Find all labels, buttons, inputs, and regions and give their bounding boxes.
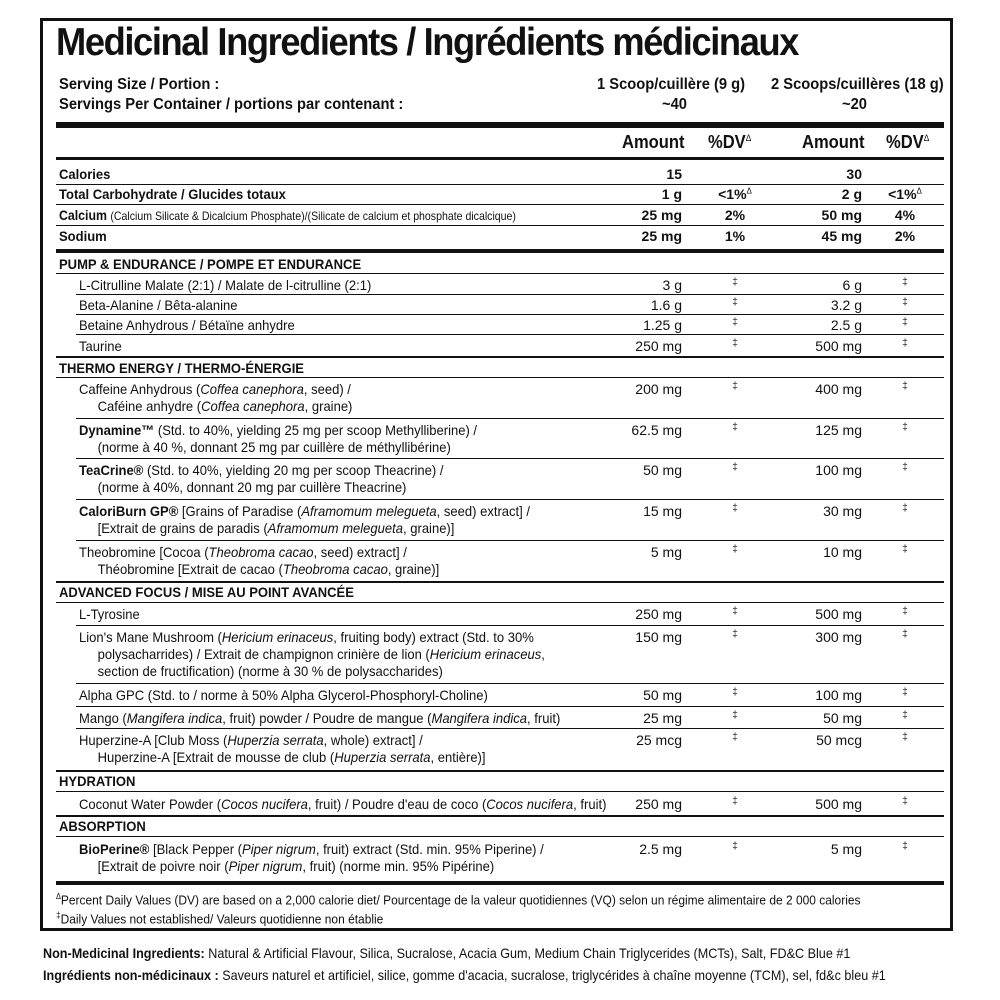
- ingredient-name: Taurine: [79, 338, 122, 354]
- ingredient-amount-2: 10 mg: [823, 544, 862, 560]
- nutrient-name: Sodium: [59, 228, 107, 244]
- ingredient-amount-2: 6 g: [842, 277, 862, 293]
- ingredient-dv-2: ‡: [902, 381, 908, 392]
- serving-size-2: 2 Scoops/cuillères (18 g): [771, 76, 944, 93]
- nutrient-name: Calories: [59, 166, 111, 182]
- footnote-dv: $^\Delta$Percent Daily Values (DV) are based on a 2,000 calorie diet/ Pourcentage de la valeur quotidiennes (VQ) selon un régime alimentaire de 2 000 calories: [56, 892, 861, 908]
- amount-header-1: Amount: [622, 132, 685, 152]
- row-divider: [76, 728, 944, 729]
- ingredient-amount-2: 500 mg: [815, 606, 862, 622]
- row-divider: [76, 334, 944, 335]
- ingredient-dv-1: ‡: [732, 796, 738, 807]
- amount-header-2: Amount: [802, 132, 865, 152]
- ingredient-dv-1: ‡: [732, 422, 738, 433]
- ingredient-name: Theobromine [Cocoa (Theobroma cacao, seed) extract] / Théobromine [Extrait de cacao (Theobroma cacao, graine)]: [79, 544, 440, 577]
- ingredient-amount-1: 25 mcg: [636, 732, 682, 748]
- row-divider: [76, 314, 944, 315]
- section-thermo-heading: THERMO ENERGY / THERMO-ÉNERGIE: [59, 360, 304, 376]
- ingredient-dv-2: ‡: [902, 503, 908, 514]
- nutrient-amount-2: 50 mg: [821, 207, 862, 223]
- ingredient-dv-2: ‡: [902, 796, 908, 807]
- row-divider: [76, 706, 944, 707]
- row-divider: [56, 204, 944, 205]
- section-focus-heading: ADVANCED FOCUS / MISE AU POINT AVANCÉE: [59, 584, 354, 600]
- ingredient-dv-1: ‡: [732, 710, 738, 721]
- ingredient-amount-2: 3.2 g: [830, 297, 862, 313]
- ingredient-amount-2: 2.5 g: [830, 317, 862, 333]
- nutrient-amount-1: 1 g: [661, 186, 682, 202]
- dv-header-1: $\%DV^\Delta$: [708, 132, 752, 152]
- ingredient-dv-2: ‡: [902, 297, 908, 308]
- ingredient-amount-2: 50 mcg: [816, 732, 862, 748]
- nutrient-amount-1: 25 mg: [641, 228, 682, 244]
- nutrient-amount-2: 2 g: [841, 186, 862, 202]
- section-divider: [56, 581, 944, 583]
- ingredient-dv-1: ‡: [732, 732, 738, 743]
- nutrient-amount-2: 30: [846, 166, 862, 182]
- ingredient-name: Alpha GPC (Std. to / norme à 50% Alpha Glycerol-Phosphoryl-Choline): [79, 687, 488, 703]
- ingredient-amount-2: 400 mg: [815, 381, 862, 397]
- nutrient-amount-1: 15: [666, 166, 682, 182]
- ingredient-amount-1: 1.25 g: [643, 317, 682, 333]
- row-divider: [76, 683, 944, 684]
- serving-size-label: Serving Size / Portion :: [59, 76, 220, 93]
- ingredient-name: TeaCrine® (Std. to 40%, yielding 20 mg per scoop Theacrine) / (norme à 40%, donnant 20 mg par cuillère Theacrine): [79, 462, 444, 495]
- footnote-not-established: ‡Daily Values not established/ Valeurs quotidienne non établie: [56, 910, 384, 927]
- ingredient-dv-1: ‡: [732, 841, 738, 852]
- nutrient-dv-1: 1%: [724, 228, 746, 244]
- section-hydration-heading: HYDRATION: [59, 773, 136, 789]
- ingredient-dv-2: ‡: [902, 606, 908, 617]
- ingredient-name: Caffeine Anhydrous (Coffea canephora, seed) / Caféine anhydre (Coffea canephora, graine): [79, 381, 353, 414]
- ingredient-dv-1: ‡: [732, 277, 738, 288]
- row-divider: [56, 184, 944, 185]
- ingredient-amount-1: 250 mg: [635, 796, 682, 812]
- ingredient-dv-2: ‡: [902, 687, 908, 698]
- section-divider: [56, 356, 944, 358]
- ingredient-dv-1: ‡: [732, 317, 738, 328]
- ingredient-amount-2: 500 mg: [815, 338, 862, 354]
- non-medicinal-en: Non-Medicinal Ingredients: Natural & Artificial Flavour, Silica, Sucralose, Acacia Gum, Medium Chain Triglycerides (MCTs), Salt, FD&C Blue #1: [43, 945, 851, 961]
- ingredient-dv-1: ‡: [732, 338, 738, 349]
- ingredient-dv-2: ‡: [902, 422, 908, 433]
- ingredient-dv-2: ‡: [902, 629, 908, 640]
- ingredient-amount-2: 5 mg: [830, 841, 862, 857]
- row-divider: [56, 273, 944, 274]
- row-divider: [76, 625, 944, 626]
- ingredient-amount-1: 250 mg: [635, 338, 682, 354]
- ingredient-amount-1: 250 mg: [635, 606, 682, 622]
- ingredient-amount-1: 15 mg: [643, 503, 682, 519]
- ingredient-dv-2: ‡: [902, 317, 908, 328]
- ingredient-name: Coconut Water Powder (Cocos nucifera, fruit) / Poudre d'eau de coco (Cocos nucifera, fruit): [79, 796, 607, 812]
- ingredient-dv-1: ‡: [732, 544, 738, 555]
- ingredient-dv-2: ‡: [902, 732, 908, 743]
- servings-per-container-label: Servings Per Container / portions par contenant :: [59, 96, 404, 113]
- nutrient-dv-2: 2%: [894, 228, 916, 244]
- ingredient-amount-2: 125 mg: [815, 422, 862, 438]
- ingredient-dv-2: ‡: [902, 338, 908, 349]
- ingredient-amount-2: 300 mg: [815, 629, 862, 645]
- ingredient-amount-2: 30 mg: [823, 503, 862, 519]
- row-divider: [56, 225, 944, 226]
- ingredient-amount-1: 3 g: [662, 277, 682, 293]
- ingredient-name: Huperzine-A [Club Moss (Huperzia serrata, whole) extract] / Huperzine-A [Extrait de mousse de club (Huperzia serrata, entière)]: [79, 732, 486, 765]
- row-divider: [76, 540, 944, 541]
- nutrient-dv-2: <1%$^\Delta$: [888, 186, 922, 202]
- ingredient-name: Beta-Alanine / Bêta-alanine: [79, 297, 238, 313]
- ingredient-amount-2: 100 mg: [815, 687, 862, 703]
- ingredient-name: Dynamine™ (Std. to 40%, yielding 25 mg per scoop Methylliberine) / (norme à 40 %, donnant 25 mg par cuillère de méthyllibérine): [79, 422, 478, 455]
- nutrient-dv-1: 2%: [724, 207, 746, 223]
- ingredient-amount-1: 62.5 mg: [631, 422, 682, 438]
- ingredient-amount-1: 5 mg: [650, 544, 682, 560]
- ingredient-dv-1: ‡: [732, 687, 738, 698]
- row-divider: [56, 377, 944, 378]
- nutrient-amount-1: 25 mg: [641, 207, 682, 223]
- ingredient-dv-1: ‡: [732, 381, 738, 392]
- nutrient-name: Total Carbohydrate / Glucides totaux: [59, 186, 286, 202]
- ingredient-dv-1: ‡: [732, 606, 738, 617]
- nutrient-amount-2: 45 mg: [821, 228, 862, 244]
- ingredient-dv-2: ‡: [902, 462, 908, 473]
- non-medicinal-fr: Ingrédients non-médicinaux : Saveurs naturel et artificiel, silice, gomme d'acacia, sucralose, triglycérides à chaîne moyenne (TCM), sel, fd&c bleu #1: [43, 967, 886, 983]
- row-divider: [76, 499, 944, 500]
- ingredient-dv-2: ‡: [902, 544, 908, 555]
- ingredient-name: L-Citrulline Malate (2:1) / Malate de l-citrulline (2:1): [79, 277, 372, 293]
- thick-divider: [56, 881, 944, 885]
- ingredient-name: L-Tyrosine: [79, 606, 140, 622]
- header-divider: [56, 157, 944, 160]
- thick-divider: [56, 122, 944, 128]
- panel-title: Medicinal Ingredients / Ingrédients médicinaux: [56, 21, 799, 64]
- nutrient-name: Calcium (Calcium Silicate & Dicalcium Phosphate)/(Silicate de calcium et phosphate dicalcique): [59, 207, 516, 223]
- ingredient-name: BioPerine® [Black Pepper (Piper nigrum, fruit) extract (Std. min. 95% Piperine) / [Extrait de poivre noir (Piper nigrum, fruit) (norme min. 95% Pipérine): [79, 841, 544, 874]
- ingredient-name: CaloriBurn GP® [Grains of Paradise (Aframomum melegueta, seed) extract] / [Extrait de grains de paradis (Aframomum melegueta, graine)]: [79, 503, 531, 536]
- ingredient-dv-1: ‡: [732, 629, 738, 640]
- ingredient-amount-1: 50 mg: [643, 687, 682, 703]
- ingredient-amount-1: 1.6 g: [650, 297, 682, 313]
- thick-divider: [56, 249, 944, 253]
- ingredient-amount-2: 50 mg: [823, 710, 862, 726]
- serving-size-1: 1 Scoop/cuillère (9 g): [597, 76, 746, 93]
- row-divider: [56, 602, 944, 603]
- ingredient-name: Lion's Mane Mushroom (Hericium erinaceus, fruiting body) extract (Std. to 30% polysacharrides) / Extrait de champignon crinière de lion (Hericium erinaceus, section de fructification) (norme à 30 % de polysaccharides): [79, 629, 545, 679]
- ingredient-dv-2: ‡: [902, 710, 908, 721]
- ingredient-amount-1: 50 mg: [643, 462, 682, 478]
- ingredient-dv-1: ‡: [732, 297, 738, 308]
- servings-2: ~20: [842, 96, 867, 113]
- section-divider: [56, 815, 944, 817]
- ingredient-name: Betaine Anhydrous / Bétaïne anhydre: [79, 317, 295, 333]
- row-divider: [76, 418, 944, 419]
- ingredient-dv-2: ‡: [902, 277, 908, 288]
- ingredient-amount-1: 2.5 mg: [639, 841, 682, 857]
- ingredient-amount-2: 500 mg: [815, 796, 862, 812]
- nutrient-dv-1: <1%$^\Delta$: [718, 186, 752, 202]
- servings-1: ~40: [662, 96, 687, 113]
- section-pump-heading: PUMP & ENDURANCE / POMPE ET ENDURANCE: [59, 256, 362, 272]
- ingredient-name: Mango (Mangifera indica, fruit) powder / Poudre de mangue (Mangifera indica, fruit): [79, 710, 561, 726]
- ingredient-amount-2: 100 mg: [815, 462, 862, 478]
- ingredient-amount-1: 25 mg: [643, 710, 682, 726]
- ingredient-amount-1: 150 mg: [635, 629, 682, 645]
- section-absorption-heading: ABSORPTION: [59, 818, 146, 834]
- ingredient-amount-1: 200 mg: [635, 381, 682, 397]
- ingredient-dv-2: ‡: [902, 841, 908, 852]
- row-divider: [56, 791, 944, 792]
- ingredient-dv-1: ‡: [732, 503, 738, 514]
- row-divider: [56, 836, 944, 837]
- ingredient-dv-1: ‡: [732, 462, 738, 473]
- dv-header-2: $\%DV^\Delta$: [886, 132, 930, 152]
- row-divider: [76, 294, 944, 295]
- section-divider: [56, 770, 944, 772]
- nutrient-dv-2: 4%: [894, 207, 916, 223]
- row-divider: [76, 458, 944, 459]
